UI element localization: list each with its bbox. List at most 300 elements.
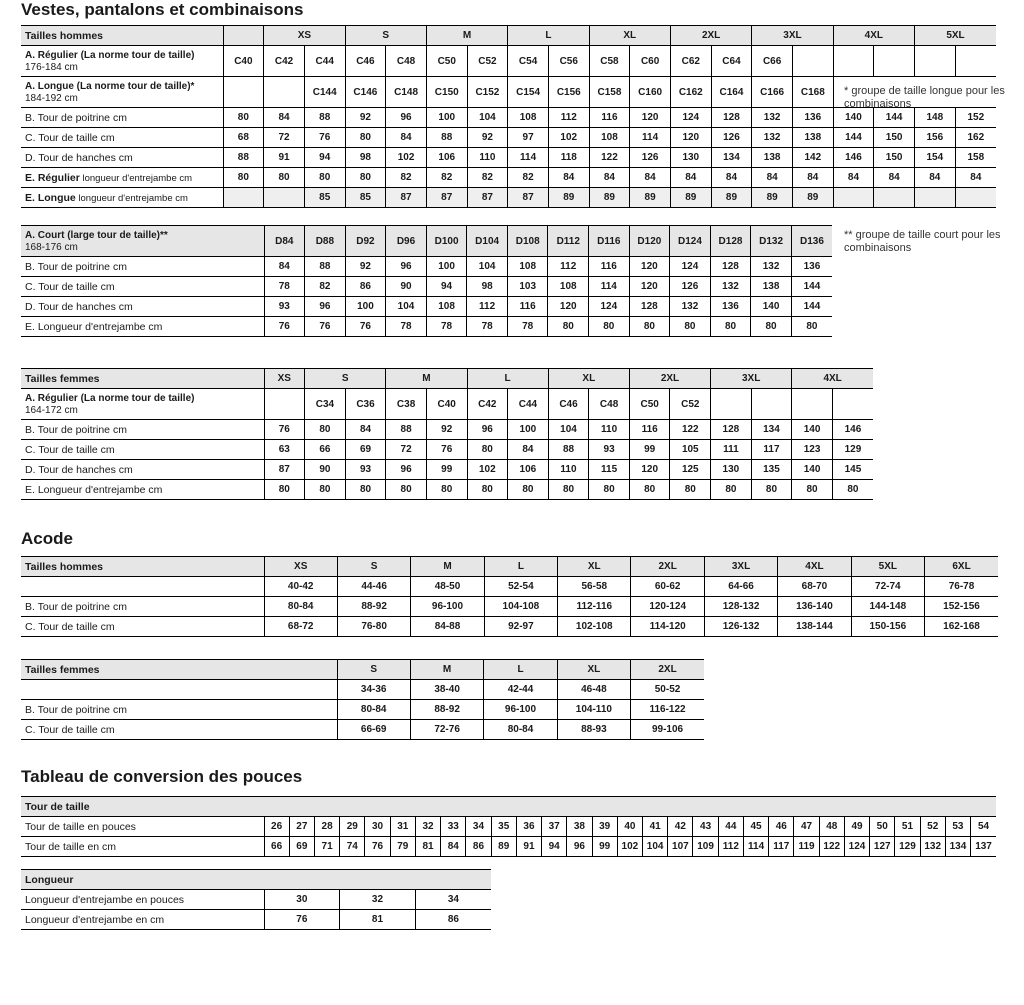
value-cell: 84	[914, 168, 955, 188]
row-label-main: A. Court (large tour de taille)**	[25, 229, 168, 241]
table-row	[21, 389, 873, 420]
value-cell: 104	[643, 837, 668, 857]
value-cell: 90	[305, 460, 346, 480]
value-cell: 46	[769, 817, 794, 837]
size-header: M	[411, 557, 484, 577]
table-cell	[223, 77, 264, 108]
value-cell: 76	[365, 837, 390, 857]
value-cell: 144	[874, 108, 915, 128]
table-cell	[21, 577, 264, 597]
size-code	[792, 389, 833, 420]
value-cell: 128	[629, 297, 670, 317]
size-header: XL	[558, 557, 631, 577]
value-cell: 102	[467, 460, 508, 480]
header-label: Tailles femmes	[21, 369, 264, 389]
value-cell: 80	[629, 480, 670, 500]
value-cell: 92	[467, 128, 508, 148]
size-code: C64	[711, 46, 752, 77]
value-cell: 80-84	[337, 700, 410, 720]
size-code: C60	[630, 46, 671, 77]
row-label-main: A. Longue (La norme tour de taille)*	[25, 80, 195, 92]
size-code: C152	[467, 77, 508, 108]
row-label: E. Longueur d'entrejambe cm	[21, 317, 264, 337]
row-label-bold: E. Régulier	[25, 171, 80, 184]
size-header: 4XL	[833, 26, 914, 46]
value-cell: 32	[415, 817, 440, 837]
size-code: C154	[508, 77, 549, 108]
value-cell: 116	[589, 108, 630, 128]
size-code: D116	[589, 226, 630, 257]
value-cell: 137	[971, 837, 996, 857]
value-cell: 104	[467, 108, 508, 128]
value-cell	[914, 188, 955, 208]
value-cell: 104	[467, 257, 508, 277]
value-cell: 120-124	[631, 597, 704, 617]
table-row	[21, 617, 998, 637]
size-code: C58	[589, 46, 630, 77]
value-cell: 84	[589, 168, 630, 188]
size-range: 68-70	[778, 577, 851, 597]
size-code: C168	[792, 77, 833, 108]
value-cell: 152-156	[925, 597, 998, 617]
value-cell: 132	[752, 128, 793, 148]
value-cell: 112	[548, 257, 589, 277]
value-cell: 99-106	[631, 720, 704, 740]
value-cell: 142	[792, 148, 833, 168]
value-cell: 89	[630, 188, 671, 208]
value-cell: 72	[386, 440, 427, 460]
value-cell: 76	[345, 317, 386, 337]
size-range: 76-78	[925, 577, 998, 597]
table-row	[21, 168, 996, 188]
value-cell: 136-140	[778, 597, 851, 617]
value-cell: 136	[710, 297, 751, 317]
value-cell: 80	[589, 480, 630, 500]
value-cell: 82	[467, 168, 508, 188]
value-cell: 66-69	[337, 720, 410, 740]
value-cell: 154	[914, 148, 955, 168]
size-code: C42	[467, 389, 508, 420]
table-row	[21, 480, 873, 500]
table-row	[21, 870, 491, 890]
value-cell: 126	[711, 128, 752, 148]
value-cell: 84	[752, 168, 793, 188]
value-cell: 80	[548, 317, 589, 337]
value-cell: 45	[743, 817, 768, 837]
size-code	[832, 389, 873, 420]
value-cell: 80-84	[484, 720, 557, 740]
value-cell: 87	[467, 188, 508, 208]
value-cell: 120	[548, 297, 589, 317]
value-cell: 88	[305, 257, 346, 277]
header-label: Tailles hommes	[21, 557, 264, 577]
size-code: C162	[670, 77, 711, 108]
value-cell: 74	[340, 837, 365, 857]
size-code: C52	[670, 389, 711, 420]
value-cell: 89	[792, 188, 833, 208]
value-cell: 134	[751, 420, 792, 440]
value-cell: 132	[752, 108, 793, 128]
value-cell: 87	[508, 188, 549, 208]
value-cell: 114-120	[631, 617, 704, 637]
value-cell: 100	[426, 257, 467, 277]
value-cell: 42	[668, 817, 693, 837]
value-cell: 114	[508, 148, 549, 168]
value-cell: 114	[743, 837, 768, 857]
value-cell: 93	[345, 460, 386, 480]
value-cell: 80	[223, 108, 264, 128]
value-cell: 80	[467, 440, 508, 460]
table-row	[21, 890, 491, 910]
value-cell: 82	[305, 277, 346, 297]
table-row	[21, 577, 998, 597]
acode-women-table	[21, 659, 704, 740]
value-cell: 93	[264, 297, 305, 317]
value-cell: 102-108	[558, 617, 631, 637]
size-code: C52	[467, 46, 508, 77]
size-range: 42-44	[484, 680, 557, 700]
value-cell: 145	[832, 460, 873, 480]
value-cell: 80	[832, 480, 873, 500]
value-cell: 92	[345, 108, 386, 128]
value-cell	[223, 188, 264, 208]
value-cell: 48	[819, 817, 844, 837]
row-label: D. Tour de hanches cm	[21, 148, 223, 168]
value-cell: 78	[507, 317, 548, 337]
row-label-sub: 176-184 cm	[25, 61, 78, 73]
value-cell: 84-88	[411, 617, 484, 637]
value-cell: 138	[751, 277, 792, 297]
value-cell: 84	[441, 837, 466, 857]
value-cell: 93	[589, 440, 630, 460]
section-title-conversion: Tableau de conversion des pouces	[21, 767, 303, 786]
value-cell: 144	[791, 277, 832, 297]
value-cell: 86	[415, 910, 491, 930]
size-code	[792, 46, 833, 77]
value-cell: 80-84	[264, 597, 337, 617]
value-cell: 110	[589, 420, 630, 440]
row-label: B. Tour de poitrine cm	[21, 420, 264, 440]
value-cell: 124	[589, 297, 630, 317]
value-cell: 81	[340, 910, 416, 930]
value-cell: 122	[589, 148, 630, 168]
size-code: D108	[507, 226, 548, 257]
value-cell: 32	[340, 890, 416, 910]
size-header: 5XL	[914, 26, 996, 46]
size-range: 52-54	[484, 577, 557, 597]
value-cell: 112	[718, 837, 743, 857]
value-cell: 129	[895, 837, 920, 857]
value-cell: 89	[711, 188, 752, 208]
value-cell: 72	[264, 128, 305, 148]
value-cell: 152	[955, 108, 996, 128]
value-cell: 40	[617, 817, 642, 837]
value-cell: 30	[264, 890, 340, 910]
value-cell: 80	[467, 480, 508, 500]
table-cell	[21, 680, 337, 700]
header-label: Tailles femmes	[21, 660, 337, 680]
value-cell: 92	[426, 420, 467, 440]
value-cell: 103	[507, 277, 548, 297]
table-row	[21, 420, 873, 440]
value-cell: 122	[670, 420, 711, 440]
value-cell: 120	[630, 108, 671, 128]
value-cell: 127	[870, 837, 895, 857]
value-cell: 130	[670, 148, 711, 168]
table-row	[21, 910, 491, 930]
value-cell: 89	[491, 837, 516, 857]
value-cell: 30	[365, 817, 390, 837]
value-cell: 128	[711, 420, 752, 440]
size-code	[914, 46, 955, 77]
size-code: D96	[386, 226, 427, 257]
value-cell: 112-116	[558, 597, 631, 617]
value-cell: 80	[386, 480, 427, 500]
row-label-main: A. Régulier (La norme tour de taille)	[25, 392, 195, 404]
value-cell: 87	[426, 188, 467, 208]
value-cell: 126	[630, 148, 671, 168]
size-header: XL	[589, 26, 670, 46]
size-code: C34	[305, 389, 346, 420]
value-cell: 80	[426, 480, 467, 500]
table-row	[21, 837, 996, 857]
value-cell: 94	[426, 277, 467, 297]
value-cell: 97	[508, 128, 549, 148]
size-header: M	[386, 369, 467, 389]
value-cell: 84	[386, 128, 427, 148]
value-cell: 114	[630, 128, 671, 148]
size-header: L	[484, 660, 557, 680]
size-header: 2XL	[629, 369, 710, 389]
value-cell: 110	[548, 460, 589, 480]
table-row	[21, 460, 873, 480]
value-cell: 76	[426, 440, 467, 460]
value-cell: 96	[386, 257, 427, 277]
value-cell: 89	[670, 188, 711, 208]
row-label-rest: longueur d'entrejambe cm	[79, 172, 193, 184]
value-cell: 80	[345, 168, 386, 188]
value-cell: 102	[617, 837, 642, 857]
value-cell: 87	[264, 460, 305, 480]
table-row	[21, 277, 832, 297]
table-cell	[955, 46, 996, 77]
value-cell: 80	[751, 480, 792, 500]
value-cell: 144	[791, 297, 832, 317]
value-cell: 82	[508, 168, 549, 188]
acode-men-table	[21, 556, 998, 637]
size-code: C44	[508, 389, 549, 420]
size-range: 60-62	[631, 577, 704, 597]
row-label-sub: 168-176 cm	[25, 241, 78, 253]
table-cell	[223, 26, 264, 46]
value-cell: 88	[386, 420, 427, 440]
table-row	[21, 797, 996, 817]
value-cell: 78	[426, 317, 467, 337]
row-label	[21, 168, 223, 188]
table-row	[21, 660, 704, 680]
value-cell	[955, 188, 996, 208]
value-cell: 84	[792, 168, 833, 188]
value-cell: 150-156	[851, 617, 924, 637]
value-cell: 88-92	[337, 597, 410, 617]
value-cell: 76-80	[337, 617, 410, 637]
value-cell: 96-100	[411, 597, 484, 617]
value-cell: 140	[833, 108, 874, 128]
value-cell: 36	[516, 817, 541, 837]
size-range: 34-36	[337, 680, 410, 700]
value-cell: 120	[629, 460, 670, 480]
value-cell: 132	[670, 297, 711, 317]
value-cell: 146	[833, 148, 874, 168]
value-cell: 96	[386, 108, 427, 128]
value-cell: 108	[426, 297, 467, 317]
value-cell: 80	[345, 128, 386, 148]
value-cell: 80	[548, 480, 589, 500]
value-cell: 116	[589, 257, 630, 277]
value-cell: 126	[670, 277, 711, 297]
size-header: XL	[548, 369, 629, 389]
size-code: C54	[508, 46, 549, 77]
size-header: 6XL	[925, 557, 998, 577]
size-header: L	[484, 557, 557, 577]
size-code: D104	[467, 226, 508, 257]
size-code: D88	[305, 226, 346, 257]
value-cell: 104-110	[557, 700, 630, 720]
value-cell: 104	[548, 420, 589, 440]
row-label: C. Tour de taille cm	[21, 617, 264, 637]
size-header: S	[345, 26, 426, 46]
value-cell: 92-97	[484, 617, 557, 637]
size-code: C36	[345, 389, 386, 420]
value-cell: 128	[711, 108, 752, 128]
value-cell: 98	[467, 277, 508, 297]
size-code: C40	[426, 389, 467, 420]
value-cell: 49	[844, 817, 869, 837]
size-header: S	[337, 660, 410, 680]
size-range: 40-42	[264, 577, 337, 597]
value-cell: 162	[955, 128, 996, 148]
value-cell: 128	[710, 257, 751, 277]
size-code: C48	[386, 46, 427, 77]
value-cell: 96	[567, 837, 592, 857]
size-code: C44	[304, 46, 345, 77]
size-header: 2XL	[631, 660, 704, 680]
value-cell: 80	[305, 480, 346, 500]
size-code: C42	[264, 46, 305, 77]
table-row	[21, 557, 998, 577]
size-header: L	[508, 26, 589, 46]
size-header: XS	[264, 369, 305, 389]
value-cell: 86	[466, 837, 491, 857]
value-cell: 35	[491, 817, 516, 837]
size-header: 3XL	[752, 26, 833, 46]
value-cell: 76	[264, 910, 340, 930]
value-cell: 76	[304, 128, 345, 148]
value-cell: 78	[386, 317, 427, 337]
size-range: 72-74	[851, 577, 924, 597]
section-title-vestes: Vestes, pantalons et combinaisons	[21, 0, 304, 19]
value-cell: 102	[548, 128, 589, 148]
value-cell: 144-148	[851, 597, 924, 617]
value-cell: 80	[304, 168, 345, 188]
size-header: M	[410, 660, 483, 680]
value-cell: 99	[426, 460, 467, 480]
value-cell: 116	[629, 420, 670, 440]
value-cell: 135	[751, 460, 792, 480]
row-label: B. Tour de poitrine cm	[21, 257, 264, 277]
short-size-note: ** groupe de taille court pour les combinaisons	[844, 229, 1001, 254]
value-cell: 116-122	[631, 700, 704, 720]
value-cell: 80	[670, 317, 711, 337]
value-cell: 94	[304, 148, 345, 168]
size-code: C56	[548, 46, 589, 77]
row-label: B. Tour de poitrine cm	[21, 108, 223, 128]
size-code: D112	[548, 226, 589, 257]
size-range: 38-40	[410, 680, 483, 700]
row-label: Tour de taille en pouces	[21, 817, 264, 837]
value-cell: 100	[345, 297, 386, 317]
size-code: C40	[223, 46, 264, 77]
row-label-bold: E. Longue	[25, 191, 76, 204]
size-code: C156	[548, 77, 589, 108]
size-code: C158	[589, 77, 630, 108]
size-code: D92	[345, 226, 386, 257]
value-cell: 102	[386, 148, 427, 168]
size-code: D100	[426, 226, 467, 257]
row-label: B. Tour de poitrine cm	[21, 597, 264, 617]
value-cell: 162-168	[925, 617, 998, 637]
value-cell: 31	[390, 817, 415, 837]
row-label: C. Tour de taille cm	[21, 277, 264, 297]
long-size-note: * groupe de taille longue pour les combinaisons	[844, 85, 1005, 110]
value-cell: 85	[345, 188, 386, 208]
value-cell: 107	[668, 837, 693, 857]
value-cell: 76	[264, 420, 305, 440]
value-cell: 109	[693, 837, 718, 857]
value-cell: 128-132	[704, 597, 777, 617]
row-label-main: A. Régulier (La norme tour de taille)	[25, 49, 195, 61]
size-header: L	[467, 369, 548, 389]
row-label: Longueur d'entrejambe en cm	[21, 910, 264, 930]
value-cell: 72-76	[410, 720, 483, 740]
table-row	[21, 297, 832, 317]
value-cell: 63	[264, 440, 305, 460]
value-cell: 68	[223, 128, 264, 148]
value-cell: 150	[874, 128, 915, 148]
value-cell: 96	[386, 460, 427, 480]
value-cell: 76	[305, 317, 346, 337]
size-code: C38	[386, 389, 427, 420]
value-cell: 156	[914, 128, 955, 148]
size-code: C160	[630, 77, 671, 108]
value-cell: 41	[643, 817, 668, 837]
value-cell: 80	[751, 317, 792, 337]
size-code	[874, 46, 915, 77]
size-code	[833, 46, 874, 77]
value-cell: 94	[542, 837, 567, 857]
value-cell: 110	[467, 148, 508, 168]
value-cell: 118	[548, 148, 589, 168]
value-cell: 104-108	[484, 597, 557, 617]
value-cell: 80	[345, 480, 386, 500]
size-range: 44-46	[337, 577, 410, 597]
value-cell: 26	[264, 817, 289, 837]
value-cell: 138-144	[778, 617, 851, 637]
value-cell: 51	[895, 817, 920, 837]
size-header: S	[337, 557, 410, 577]
value-cell: 87	[386, 188, 427, 208]
row-label: D. Tour de hanches cm	[21, 297, 264, 317]
